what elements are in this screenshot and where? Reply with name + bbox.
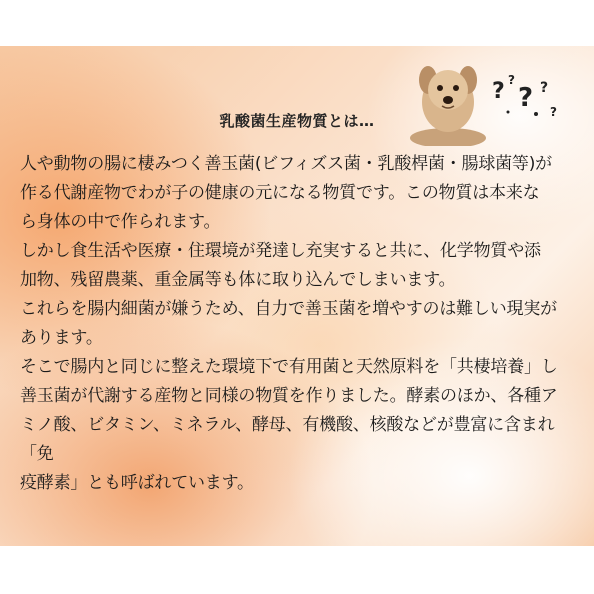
body-text bbox=[20, 150, 580, 498]
content-panel bbox=[0, 46, 594, 546]
svg-text:?: ? bbox=[550, 105, 557, 119]
page-title: 乳酸菌生産物質とは… bbox=[219, 112, 375, 130]
text-line: これらを腸内細菌が嫌うため、自力で善玉菌を増やすのは難しい現実が bbox=[20, 299, 557, 319]
text-line: 疫酵素」とも呼ばれています。 bbox=[20, 473, 254, 493]
svg-text:?: ? bbox=[540, 80, 549, 96]
text-line: ら身体の中で作られます。 bbox=[20, 212, 221, 232]
text-line: ミノ酸、ビタミン、ミネラル、酵母、有機酸、核酸などが豊富に含まれ「免 bbox=[20, 415, 555, 464]
text-line: そこで腸内と同じに整えた環境下で有用菌と天然原料を「共棲培養」し bbox=[20, 357, 558, 377]
svg-text:?: ? bbox=[492, 79, 505, 104]
dog-photo-icon bbox=[408, 50, 488, 146]
text-line: 善玉菌が代謝する産物と同様の物質を作りました。酵素のほか、各種ア bbox=[20, 386, 558, 406]
text-line: 加物、残留農薬、重金属等も体に取り込んでしまいます。 bbox=[20, 270, 456, 290]
svg-text:?: ? bbox=[508, 73, 515, 87]
text-line: しかし食生活や医療・住環境が発達し充実すると共に、化学物質や添 bbox=[20, 241, 541, 261]
text-line: 人や動物の腸に棲みつく善玉菌(ビフィズス菌・乳酸桿菌・腸球菌等)が bbox=[20, 154, 552, 174]
text-line: あります。 bbox=[20, 328, 103, 348]
text-line: 作る代謝産物でわが子の健康の元になる物質です。この物質は本来な bbox=[20, 183, 540, 203]
svg-text:?: ? bbox=[518, 83, 534, 113]
